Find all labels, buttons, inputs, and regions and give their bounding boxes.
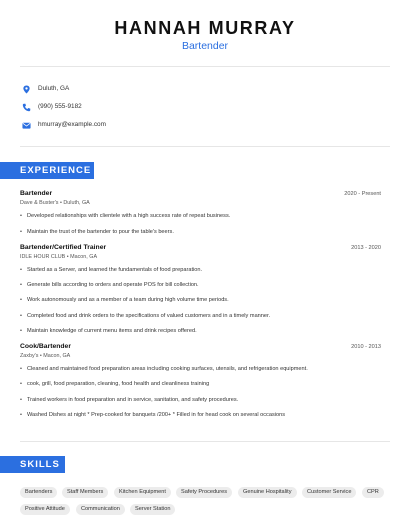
phone-icon [22, 103, 31, 112]
skill-chip: CPR [362, 487, 384, 498]
skill-chip: Kitchen Equipment [114, 487, 171, 498]
skills-heading: SKILLS [0, 456, 65, 473]
job-bullet: • cook, grill, food preparation, cleaning, food health and cleanliness training [20, 381, 209, 387]
job-bullet: • Work autonomously and as a member of a team during high volume time periods. [20, 297, 229, 303]
job-dates: 2013 - 2020 [351, 245, 381, 251]
job-bullet: • Maintain the trust of the bartender to pour the table's beers. [20, 229, 174, 235]
job-company: Zaxby's • Macon, GA [20, 353, 71, 359]
job-title: Bartender [20, 190, 53, 197]
job-bullet: • Started as a Server, and learned the fundamentals of food preparation. [20, 267, 202, 273]
contact-phone [22, 101, 82, 113]
email-link[interactable]: hmurray@example.com [38, 121, 106, 128]
envelope-icon [22, 121, 31, 130]
job-title: Cook/Bartender [20, 343, 71, 350]
job-bullet: • Generate bills according to orders and operate POS for bill collection. [20, 282, 199, 288]
skill-chip: Bartenders [20, 487, 57, 498]
skill-chip: Genuine Hospitality [238, 487, 297, 498]
candidate-name: HANNAH MURRAY [114, 18, 296, 38]
job-dates: 2010 - 2013 [351, 344, 381, 350]
job-bullet: • Cleaned and maintained food preparation areas including cooking surfaces, utensils, and refrigeration equipment. [20, 366, 308, 372]
job-bullet: • Washed Dishes at night * Prep-cooked for banquets /200+ * Filled in for head cook on several occasions [20, 412, 285, 418]
candidate-role: Bartender [181, 40, 229, 52]
divider [20, 146, 390, 147]
phone-text: (990) 555-9182 [38, 103, 82, 110]
job-title: Bartender/Certified Trainer [20, 244, 107, 251]
contact-location [22, 83, 70, 95]
skill-chip: Positive Attitude [20, 504, 70, 515]
job-bullet: • Trained workers in food preparation and in service, sanitation, and safety procedures. [20, 397, 238, 403]
job-company: Dave & Buster's • Duluth, GA [20, 200, 90, 206]
skill-chip: Customer Service [302, 487, 356, 498]
experience-heading: EXPERIENCE [0, 162, 94, 179]
job-dates: 2020 - Present [344, 191, 381, 197]
skill-chip: Communication [76, 504, 125, 515]
divider [20, 441, 390, 442]
skill-chip: Staff Members [62, 487, 108, 498]
skill-chip: Server Station [130, 504, 175, 515]
contact-email[interactable] [22, 119, 106, 131]
map-pin-icon [22, 85, 31, 94]
job-company: IDLE HOUR CLUB • Macon, GA [20, 254, 98, 260]
job-bullet: • Developed relationships with clientele with a high success rate of repeat business. [20, 213, 230, 219]
job-bullet: • Completed food and drink orders to the specifications of valued customers and in a timely manner. [20, 313, 270, 319]
skill-chip: Safety Procedures [176, 487, 232, 498]
location-text: Duluth, GA [38, 85, 70, 92]
job-bullet: • Maintain knowledge of current menu items and drink recipes offered. [20, 328, 197, 334]
divider [20, 66, 390, 67]
